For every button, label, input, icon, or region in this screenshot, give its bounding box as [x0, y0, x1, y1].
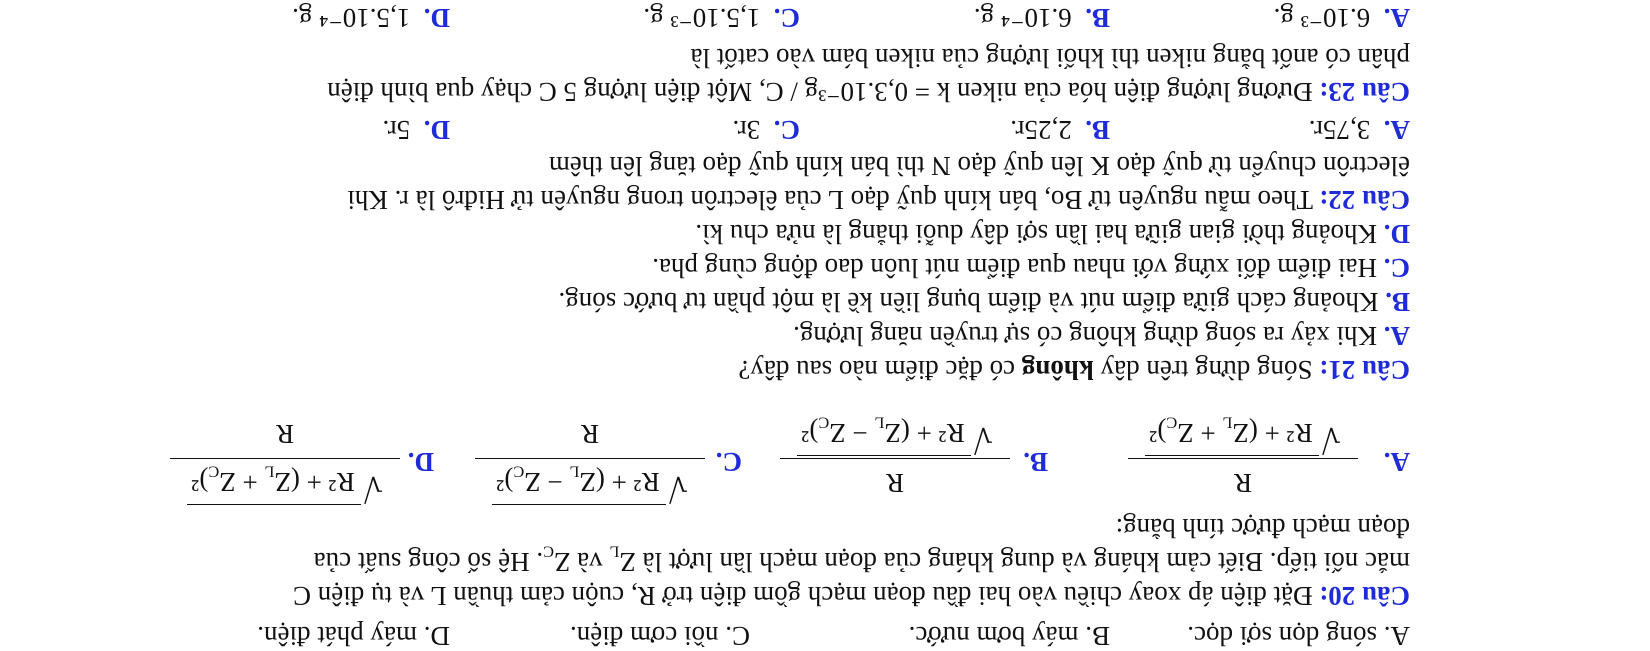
option-label: C.	[773, 3, 800, 33]
question-20-label: Câu 20:	[1319, 581, 1410, 611]
question-23-option-b	[974, 4, 1110, 31]
prev-option-a: A. sóng dọn sợi dọc.	[1187, 621, 1410, 651]
radicand-close: )²	[1149, 418, 1167, 448]
question-22-option-a	[1309, 116, 1410, 143]
radicand-l: L	[874, 413, 885, 432]
option-b-fraction: R √ $R^2 + (Z_L - Z_C)^2$	[780, 412, 1010, 505]
option-text: 5r.	[382, 115, 411, 145]
question-20-text-1: Đặt điện áp xoay chiều vào hai đầu đoạn mạch gồm điện trở R, cuộn cảm thuần L và tụ điện C	[292, 581, 1320, 611]
option-label: A.	[1383, 3, 1410, 33]
question-20-line-2	[313, 542, 1410, 577]
question-22-option-c	[732, 116, 800, 143]
radicand-l: L	[264, 462, 275, 481]
option-text: Khoảng thời gian giữa hai lần sợi dây duỗi thẳng là nửa chu kì.	[695, 219, 1384, 249]
radicand-start: R² + (Z	[1232, 418, 1313, 448]
radicand-c: C	[513, 462, 525, 481]
question-23-text-2: phân có anốt bằng niken thì khối lượng của niken bám vào catốt là	[690, 43, 1410, 73]
prev-option-b: B. máy bơm nước.	[908, 621, 1110, 651]
question-20-line-1	[293, 582, 1410, 609]
prev-option-d: D. máy phát điện.	[257, 621, 450, 651]
question-21-text-b: có đặc điểm nào sau đây?	[738, 355, 1022, 385]
question-23-line-2	[691, 44, 1410, 71]
option-label: C.	[1383, 253, 1410, 283]
option-label: C.	[773, 115, 800, 145]
radicand-c: C	[1166, 413, 1178, 432]
option-b-numerator: R	[886, 468, 905, 498]
option-text: 3r.	[732, 115, 761, 145]
option-d-fraction: √ $R^2 + (Z_L + Z_C)^2$ R	[170, 412, 400, 505]
zc-subscript: C	[543, 542, 554, 561]
radicand-l: L	[1222, 413, 1233, 432]
question-23-line-1	[327, 78, 1410, 105]
question-20-option-a	[1366, 448, 1410, 475]
question-21-option-a	[793, 322, 1410, 349]
question-20-line-3	[1116, 514, 1410, 541]
question-20-option-b	[1005, 448, 1048, 475]
radicand-op: + Z	[219, 467, 265, 497]
option-c-label: C.	[715, 447, 742, 477]
option-text: Khi xảy ra sóng dừng không có sự truyền năng lượng.	[793, 321, 1384, 351]
radicand-c: C	[818, 413, 830, 432]
option-b-label: B.	[1023, 447, 1048, 477]
option-a-numerator: R	[1234, 468, 1253, 498]
question-21-text-a: Sóng dừng trên dây	[1093, 355, 1320, 385]
option-label: D.	[1383, 219, 1410, 249]
question-20-text-2: mắc nối tiếp. Biết cảm kháng và dung kháng của đoạn mạch lần lượt là Z	[619, 547, 1410, 577]
question-20-text-2c: . Hệ số công suất của	[313, 547, 544, 577]
radicand-close: )²	[801, 418, 819, 448]
question-21-label: Câu 21:	[1319, 355, 1410, 385]
option-d-label: D.	[407, 447, 434, 477]
radicand-c: C	[208, 462, 220, 481]
option-label: B.	[1085, 115, 1110, 145]
option-label: A.	[1383, 115, 1410, 145]
question-21-stem	[738, 356, 1410, 383]
option-label: B.	[1385, 287, 1410, 317]
option-text: 3,75r.	[1308, 115, 1371, 145]
radicand-start: R² + (Z	[274, 467, 355, 497]
radicand-close: )²	[496, 467, 514, 497]
radicand-l: L	[569, 462, 580, 481]
question-23-text-1: Đương lượng điện hóa của niken k = 0,3.10⁻³g / C, Một điện lượng 5 C chạy qua bình điện	[327, 77, 1320, 107]
zl-subscript: L	[609, 542, 620, 561]
option-text: Khoảng cách giữa điểm nút và điểm bụng liền kề là một phần tư bước sóng.	[558, 287, 1386, 317]
question-22-label: Câu 22:	[1319, 185, 1410, 215]
question-22-line-1	[347, 186, 1410, 213]
question-20-text-3: đoạn mạch được tính bằng:	[1115, 513, 1410, 543]
radicand-close: )²	[191, 467, 209, 497]
question-22-option-b	[1010, 116, 1110, 143]
question-21-option-c	[652, 254, 1410, 281]
question-23-label: Câu 23:	[1319, 77, 1410, 107]
option-text: 6.10⁻³ g.	[1273, 3, 1371, 33]
question-23-option-d	[292, 4, 450, 31]
radicand-op: + Z	[1177, 418, 1223, 448]
radicand-op: − Z	[829, 418, 875, 448]
question-22-option-d	[382, 116, 450, 143]
option-text: 2,25r.	[1010, 115, 1072, 145]
option-text: 6.10⁻⁴ g.	[973, 3, 1072, 33]
question-22-text-2: êlectrôn chuyển từ quỹ đạo K lên quỹ đạo N thì bán kính quỹ đạo tăng lên thêm	[548, 151, 1410, 181]
option-text: Hai điểm đối xứng với nhau qua điểm nút luôn dao động cùng pha.	[652, 253, 1384, 283]
question-20-text-2b: và Z	[553, 547, 610, 577]
option-c-fraction: √ $R^2 + (Z_L - Z_C)^2$ R	[475, 412, 705, 505]
question-21-option-d	[695, 220, 1410, 247]
prev-option-c: C. nồi cơm điện.	[569, 621, 750, 651]
option-label: B.	[1085, 3, 1110, 33]
question-22-text-1: Theo mẫu nguyên tử Bo, bán kính quỹ đạo L của êlectrôn trong nguyên tử Hiđrô là r. Khi	[347, 185, 1320, 215]
question-22-line-2	[549, 152, 1410, 179]
question-21-option-b	[558, 288, 1410, 315]
option-label: A.	[1383, 321, 1410, 351]
option-a-label: A.	[1383, 447, 1410, 477]
option-label: D.	[423, 115, 450, 145]
radicand-op: − Z	[524, 467, 570, 497]
option-d-denominator: R	[276, 419, 295, 449]
option-a-fraction: R √ $R^2 + (Z_L + Z_C)^2$	[1128, 412, 1358, 505]
radicand-start: R² + (Z	[579, 467, 660, 497]
option-label: D.	[423, 3, 450, 33]
option-text: 1,5.10⁻³ g.	[643, 3, 761, 33]
option-text: 1,5.10⁻⁴ g.	[292, 3, 411, 33]
question-23-option-a	[1274, 4, 1410, 31]
radicand-start: R² + (Z	[884, 418, 965, 448]
question-23-option-c	[643, 4, 800, 31]
option-c-denominator: R	[581, 419, 600, 449]
question-21-emphasis: không	[1021, 355, 1094, 385]
